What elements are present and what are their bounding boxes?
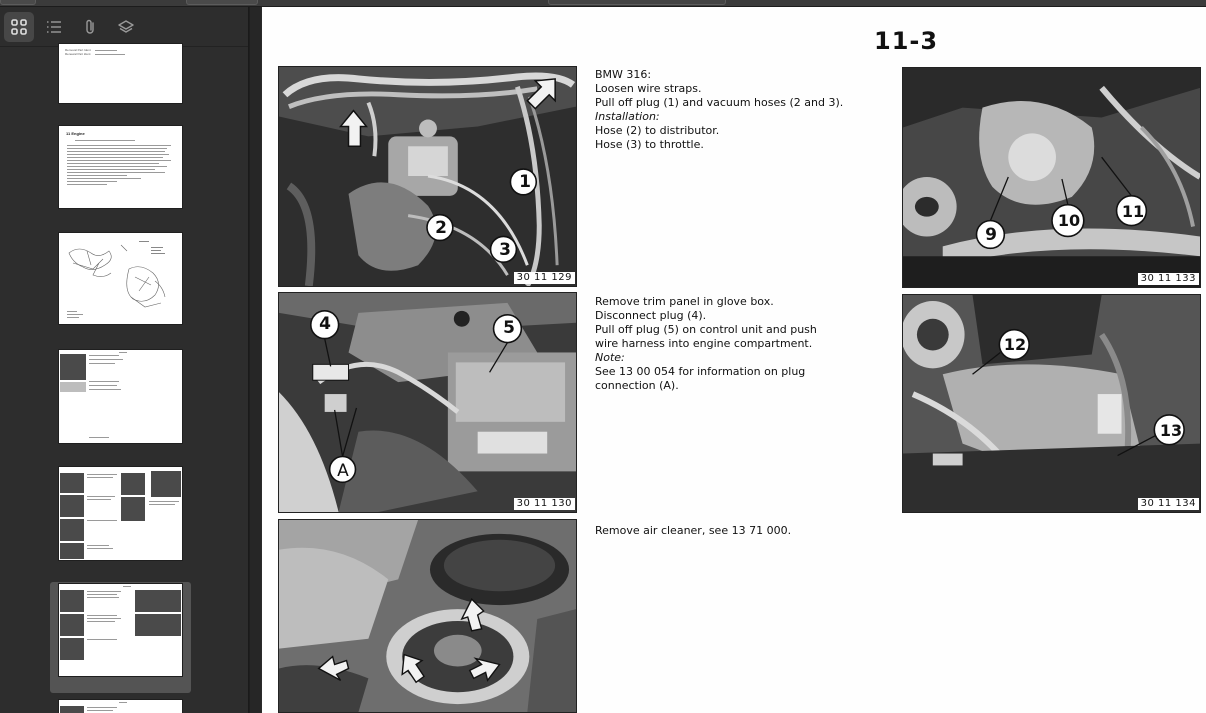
callout-5: 5 — [503, 318, 515, 338]
figure-number: 30 11 129 — [514, 272, 575, 284]
toolbar-button[interactable] — [0, 0, 36, 5]
text-line: wire harness into engine compartment. — [595, 337, 813, 350]
outline-view-icon[interactable] — [39, 12, 69, 42]
callout-13: 13 — [1159, 421, 1183, 440]
thumbnail-text: Renewal Part Ident — [65, 52, 91, 56]
document-page — [262, 7, 1206, 713]
instructions-air-cleaner — [595, 524, 791, 538]
page-thumbnail-1[interactable] — [59, 44, 182, 103]
page-number: 11-3 — [874, 27, 939, 55]
page-thumbnail-4[interactable] — [59, 350, 182, 443]
callout-9: 9 — [985, 225, 997, 245]
attachments-view-icon[interactable] — [76, 12, 106, 42]
text-line: Loosen wire straps. — [595, 82, 702, 95]
text-line: BMW 316: — [595, 68, 652, 81]
figure-30-11-129 — [278, 66, 577, 287]
text-line: See 13 00 054 for information on plug — [595, 365, 806, 378]
text-line: Remove trim panel in glove box. — [595, 295, 774, 308]
figure-air-cleaner — [278, 519, 577, 713]
callout-A: A — [337, 461, 349, 481]
callout-3: 3 — [499, 240, 511, 260]
instructions-glove-box — [595, 295, 817, 393]
page-thumbnail-3[interactable] — [59, 233, 182, 324]
toolbar — [0, 0, 1206, 7]
figure-number: 30 11 130 — [514, 498, 575, 510]
callout-1: 1 — [519, 172, 531, 192]
text-line: Disconnect plug (4). — [595, 309, 707, 322]
sidebar — [0, 7, 249, 713]
callout-12: 12 — [1003, 335, 1027, 354]
page-thumbnail-2[interactable] — [59, 126, 182, 208]
callout-11: 11 — [1121, 202, 1145, 221]
text-line: Installation: — [595, 110, 660, 123]
toolbar-button[interactable] — [186, 0, 258, 5]
callout-4: 4 — [319, 314, 331, 334]
text-line: Pull off plug (5) on control unit and push — [595, 323, 817, 336]
figure-30-11-133 — [902, 67, 1201, 288]
sidebar-scrollbar[interactable] — [249, 7, 261, 713]
thumbnails-view-icon[interactable] — [4, 12, 34, 42]
thumbnail-title: 11 Engine — [66, 131, 85, 136]
text-line: Remove air cleaner, see 13 71 000. — [595, 524, 792, 537]
text-line: connection (A). — [595, 379, 679, 392]
page-thumbnail-6[interactable] — [59, 584, 182, 676]
thumbnail-text: Removal Part Ident — [65, 48, 91, 52]
page-thumbnail-5[interactable] — [59, 467, 182, 560]
text-line: Note: — [595, 351, 625, 364]
callout-2: 2 — [435, 218, 447, 238]
text-line: Pull off plug (1) and vacuum hoses (2 and 3). — [595, 96, 844, 109]
callout-10: 10 — [1057, 211, 1081, 230]
text-line: Hose (2) to distributor. — [595, 124, 720, 137]
page-thumbnail-7[interactable] — [59, 700, 182, 713]
figure-number: 30 11 133 — [1138, 273, 1199, 285]
sidebar-tabs — [0, 7, 249, 47]
text-line: Hose (3) to throttle. — [595, 138, 704, 151]
figure-30-11-130 — [278, 292, 577, 513]
instructions-bmw-316 — [595, 68, 843, 152]
figure-number: 30 11 134 — [1138, 498, 1199, 510]
layers-view-icon[interactable] — [111, 12, 141, 42]
toolbar-tab[interactable] — [548, 0, 726, 5]
figure-30-11-134 — [902, 294, 1201, 513]
